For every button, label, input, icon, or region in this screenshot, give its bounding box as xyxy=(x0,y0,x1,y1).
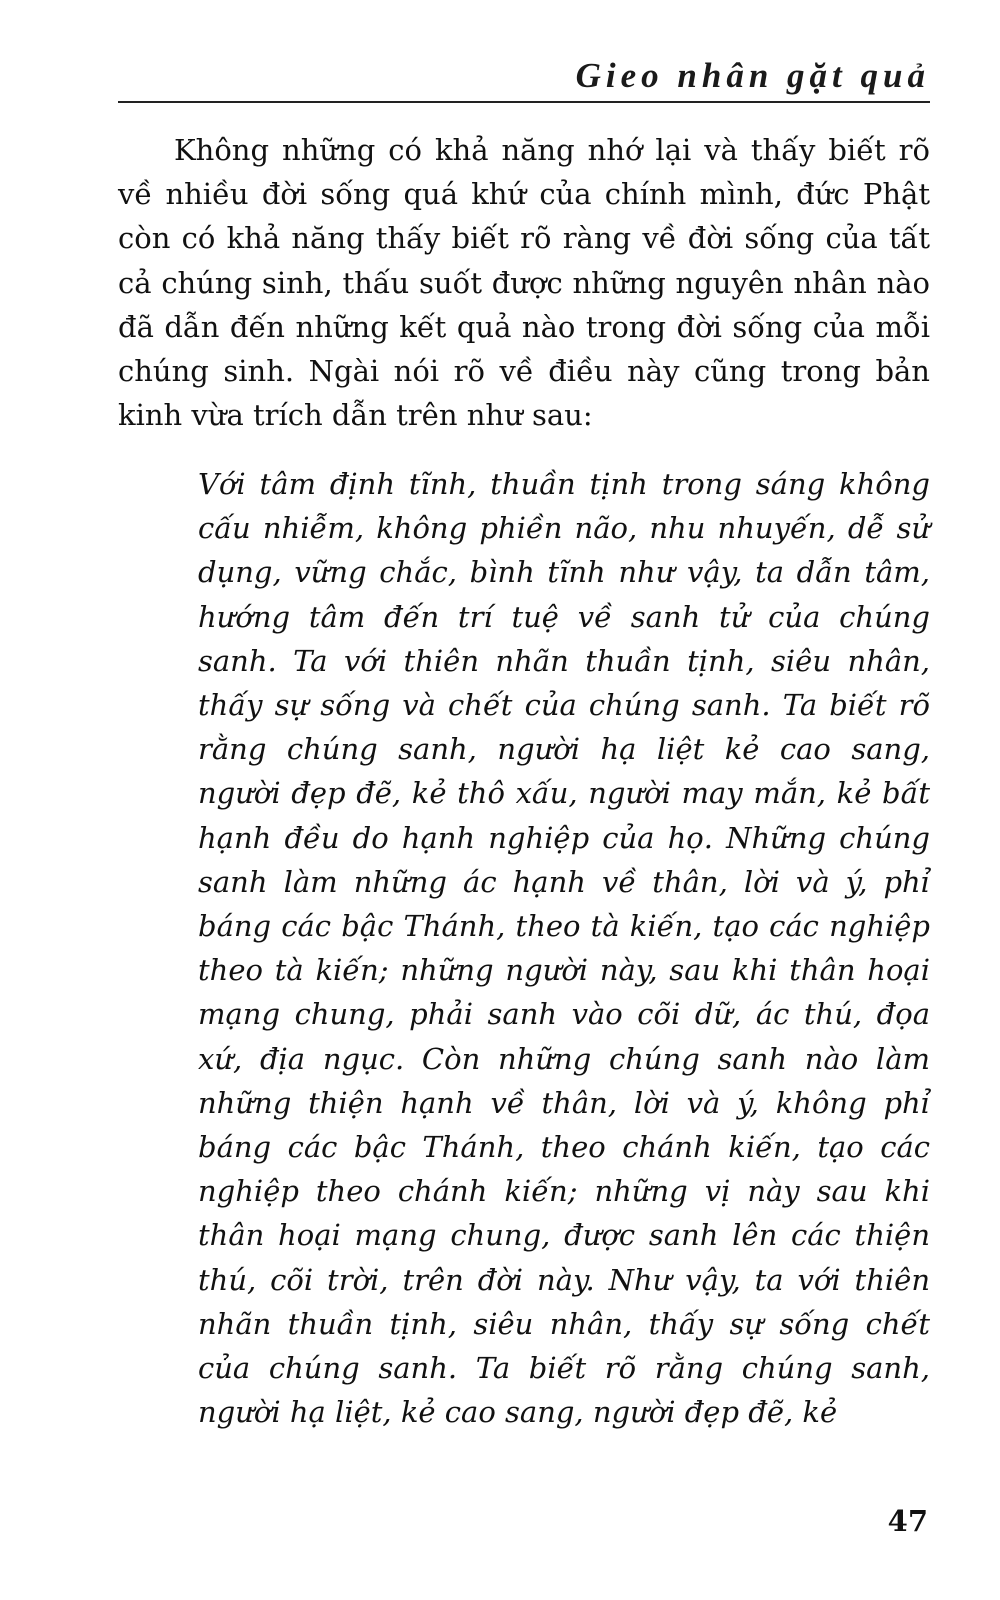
running-header-title: Gieo nhân gặt quả xyxy=(575,56,930,95)
header-divider xyxy=(118,101,930,103)
page-number: 47 xyxy=(887,1504,928,1538)
intro-paragraph: Không những có khả năng nhớ lại và thấy biết rõ về nhiều đời sống quá khứ của chính mình, đức Phật còn có khả năng thấy biết rõ ràng về đời sống của tất cả chúng sinh, thấu suốt được những nguyên nhân nào đã dẫn đến những kết quả nào trong đời sống của mỗi chúng sinh. Ngài nói rõ về điều này cũng trong bản kinh vừa trích dẫn trên như sau: xyxy=(118,133,930,433)
scripture-quote: Với tâm định tĩnh, thuần tịnh trong sáng không cấu nhiễm, không phiền não, nhu nhuyến, dễ sử dụng, vững chắc, bình tĩnh như vậy, ta dẫn tâm, hướng tâm đến trí tuệ về sanh tử của chúng sanh. Ta với thiên nhãn thuần tịnh, siêu nhân, thấy sự sống và chết của chúng sanh. Ta biết rõ rằng chúng sanh, người hạ liệt kẻ cao sang, người đẹp đẽ, kẻ thô xấu, người may mắn, kẻ bất hạnh đều do hạnh nghiệp của họ. Những chúng sanh làm những ác hạnh về thân, lời và ý, phỉ báng các bậc Thánh, theo tà kiến, tạo các nghiệp theo tà kiến; những người này, sau khi thân hoại mạng chung, phải sanh vào cõi dữ, ác thú, đọa xứ, địa ngục. Còn những chúng sanh nào làm những thiện hạnh về thân, lời và ý, không phỉ báng các bậc Thánh, theo chánh kiến, tạo các nghiệp theo chánh kiến; những vị này sau khi thân hoại mạng chung, được sanh lên các thiện thú, cõi trời, trên đời này. Như vậy, ta với thiên nhãn thuần tịnh, siêu nhân, thấy sự sống chết của chúng sanh. Ta biết rõ rằng chúng sanh, người hạ liệt, kẻ cao sang, người đẹp đẽ, kẻ xyxy=(198,467,930,1430)
